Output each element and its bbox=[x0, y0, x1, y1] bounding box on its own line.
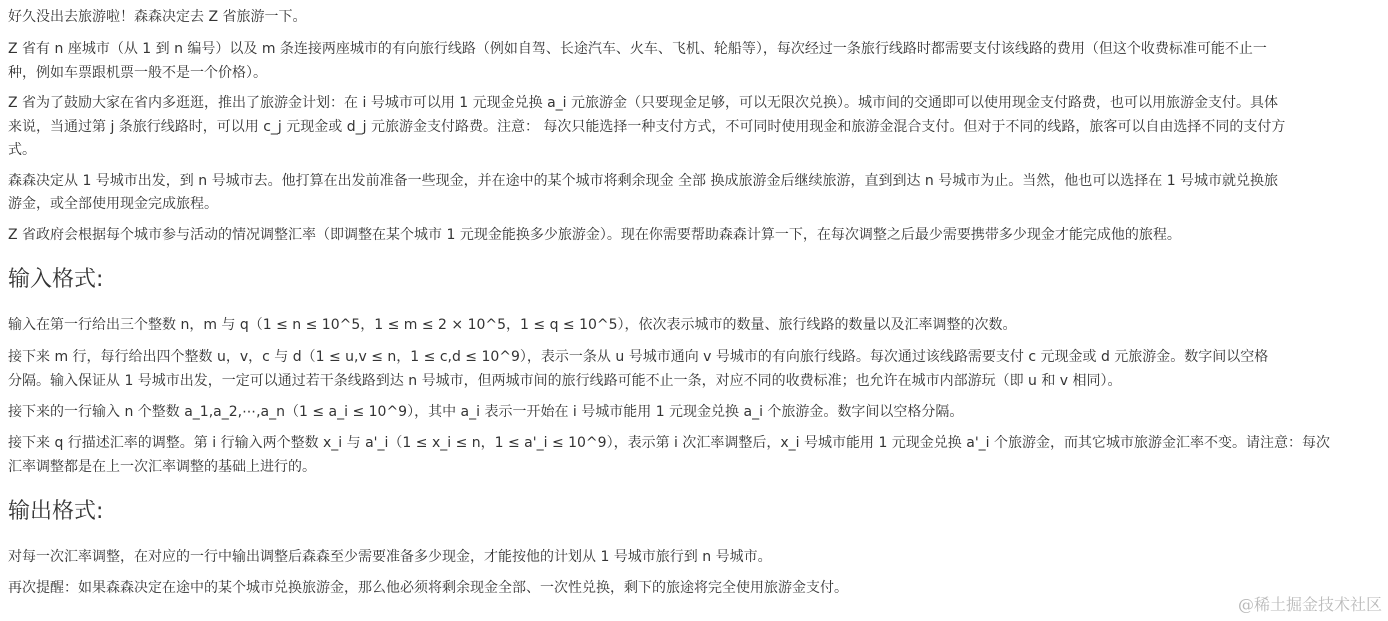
intro-paragraph-3-line-2: 来说，当通过第 j 条旅行线路时，可以用 c_j 元现金或 d_j 元旅游金支付路费。注意： 每次只能选择一种支付方式，不可同时使用现金和旅游金混合支付。但对于不同的线路，旅客可以自由选择不同的支付方 bbox=[8, 119, 1286, 135]
watermark: @稀土掘金技术社区 bbox=[1237, 595, 1382, 614]
intro-paragraph-3-line-1: Z 省为了鼓励大家在省内多逛逛，推出了旅游金计划：在 i 号城市可以用 1 元现金兑换 a_i 元旅游金（只要现金足够，可以无限次兑换）。城市间的交通即可以使用现金支付路费，也可以用旅游金支付。具体 bbox=[8, 95, 1279, 111]
intro-paragraph-2-line-2: 种，例如车票跟机票一般不是一个价格）。 bbox=[8, 65, 267, 81]
input-paragraph-4-line-2: 汇率调整都是在上一次汇率调整的基础上进行的。 bbox=[8, 459, 316, 475]
intro-paragraph-3-line-3: 式。 bbox=[8, 142, 36, 158]
input-paragraph-4-line-1: 接下来 q 行描述汇率的调整。第 i 行输入两个整数 x_i 与 a'_i（1 ≤ x_i ≤ n，1 ≤ a'_i ≤ 10^9），表示第 i 次汇率调整后，x_i 号城市能用 1 元现金兑换 a'_i 个旅游金，而其它城市旅游金汇率不变。请注意：每次 bbox=[8, 435, 1331, 451]
intro-paragraph-4-line-1: 森森决定从 1 号城市出发，到 n 号城市去。他打算在出发前准备一些现金，并在途中的某个城市将剩余现金 全部 换成旅游金后继续旅游，直到到达 n 号城市为止。当然，他也可以选择在 1 号城市就兑换旅 bbox=[8, 173, 1279, 189]
input-paragraph-1: 输入在第一行给出三个整数 n，m 与 q（1 ≤ n ≤ 10^5，1 ≤ m ≤ 2 × 10^5，1 ≤ q ≤ 10^5），依次表示城市的数量、旅行线路的数量以及汇率调整的次数。 bbox=[8, 317, 1017, 333]
output-format-heading: 输出格式: bbox=[8, 499, 104, 524]
input-paragraph-2-line-1: 接下来 m 行，每行给出四个整数 u，v，c 与 d（1 ≤ u,v ≤ n，1 ≤ c,d ≤ 10^9），表示一条从 u 号城市通向 v 号城市的有向旅行线路。每次通过该线路需要支付 c 元现金或 d 元旅游金。数字间以空格 bbox=[8, 349, 1269, 365]
intro-paragraph-5: Z 省政府会根据每个城市参与活动的情况调整汇率（即调整在某个城市 1 元现金能换多少旅游金）。现在你需要帮助森森计算一下，在每次调整之后最少需要携带多少现金才能完成他的旅程。 bbox=[8, 227, 1181, 243]
intro-paragraph-2-line-1: Z 省有 n 座城市（从 1 到 n 编号）以及 m 条连接两座城市的有向旅行线路（例如自驾、长途汽车、火车、飞机、轮船等），每次经过一条旅行线路时都需要支付该线路的费用（但这个收费标准可能不止一 bbox=[8, 41, 1267, 57]
output-paragraph-2: 再次提醒：如果森森决定在途中的某个城市兑换旅游金，那么他必须将剩余现金全部、一次性兑换，剩下的旅途将完全使用旅游金支付。 bbox=[8, 580, 848, 596]
input-paragraph-3: 接下来的一行输入 n 个整数 a_1,a_2,⋯,a_n（1 ≤ a_i ≤ 10^9），其中 a_i 表示一开始在 i 号城市能用 1 元现金兑换 a_i 个旅游金。数字间以空格分隔。 bbox=[8, 404, 964, 420]
input-format-heading: 输入格式: bbox=[8, 267, 104, 292]
output-paragraph-1: 对每一次汇率调整，在对应的一行中输出调整后森森至少需要准备多少现金，才能按他的计划从 1 号城市旅行到 n 号城市。 bbox=[8, 549, 772, 565]
input-paragraph-2-line-2: 分隔。输入保证从 1 号城市出发，一定可以通过若干条线路到达 n 号城市，但两城市间的旅行线路可能不止一条，对应不同的收费标准；也允许在城市内部游玩（即 u 和 v 相同）。 bbox=[8, 373, 1122, 389]
intro-paragraph-4-line-2: 游金，或全部使用现金完成旅程。 bbox=[8, 196, 218, 212]
intro-paragraph-1: 好久没出去旅游啦！森森决定去 Z 省旅游一下。 bbox=[8, 9, 307, 25]
